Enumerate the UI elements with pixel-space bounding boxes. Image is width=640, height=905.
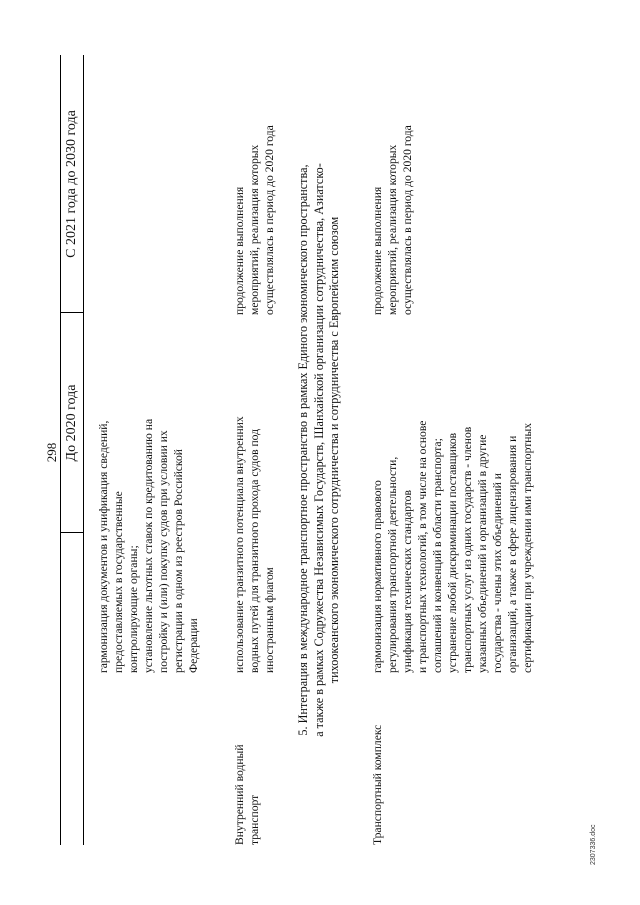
column-header-until-2020: До 2020 года	[64, 384, 79, 462]
row2-continuation: продолжение выполнения мероприятий, реализация которых осуществлялась в период до 2020 года	[233, 125, 276, 315]
column-header-2021-2030: С 2021 года до 2030 года	[64, 110, 79, 258]
row3-category: Транспортный комплекс	[371, 724, 384, 845]
footer-doc-code: 2307336.doc	[590, 824, 597, 865]
row1-measures: гармонизация документов и унификация сведений, предоставляемых в государственные контролирующие органы; установление льготных ставок по кредитованию на постройку и (или) покупку судов при условии их регистрации в одном из реестров Российской Федерации	[97, 418, 200, 673]
row3-continuation: продолжение выполнения мероприятий, реализация которых осуществлялась в период до 2020 года	[371, 125, 414, 315]
page-number: 298	[44, 442, 59, 463]
table-header-rule	[83, 55, 84, 845]
row2-measures: использование транзитного потенциала внутренних водных путей для транзитного прохода судов под иностранным флагом	[233, 416, 276, 673]
table-top-rule	[60, 55, 61, 845]
section-heading: 5. Интеграция в международное транспортное пространство в рамках Единого экономического пространства, а также в рамках Содружества Независимых Государств, Шанхайской организации сотрудничества, Азиатско- тихоокеанского экономического сотрудничества и сотрудничества с Европейским союзом	[296, 163, 341, 737]
row2-category: Внутренний водный транспорт	[233, 744, 261, 845]
row3-measures: гармонизация нормативного правового регулирования транспортной деятельности, унификация технических стандартов и транспортных технологий, в том числе на основе соглашений и конвенций в области транспорта; устранение любой дискриминации поставщиков транспортных услуг из одних государств - членов указанных объединений и организаций в другие государства - члены этих объединений и организаций, а также в сфере лицензирования и сертификации при учреждении ими транспортных	[371, 420, 534, 673]
